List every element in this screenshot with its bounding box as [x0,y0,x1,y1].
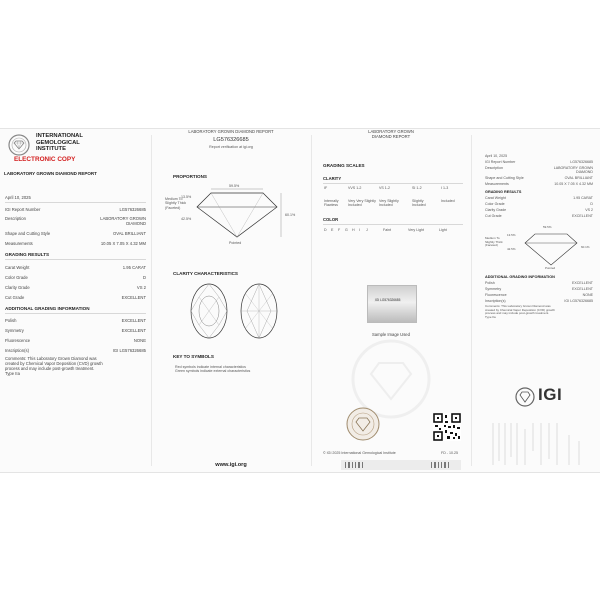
igi-round-logo-icon [515,387,535,407]
inscription-label: Inscription(s) [5,348,29,353]
table-pct: 59.5% [229,184,240,188]
summary-table-pct: 59.5% [543,225,552,229]
summary-shape-label: Shape and Cutting Style [485,176,524,180]
measurements-row [5,241,146,246]
clarity-characteristics-heading: CLARITY CHARACTERISTICS [173,271,238,276]
symbols-text [175,365,250,374]
comments-line1: Comments: This Laboratory Grown Diamond was [5,356,97,361]
summary-stub-lines-icon [489,421,589,467]
report-number-row [5,207,146,212]
summary-fluor-row [485,293,593,297]
summary-polish-row [485,281,593,285]
color-letter-i: I [359,228,360,232]
clarity-grade-if: IF [324,186,328,190]
summary-crown-pct: 13.5% [507,233,516,237]
summary-meas-value: 10.05 X 7.05 X 4.32 MM [554,182,593,186]
center-title: LABORATORY GROWN DIAMOND REPORT [188,129,274,134]
summary-comments-line1: Comments: This Laboratory Grown Diamond was [485,304,551,308]
pavilion-pct: 42.5% [181,217,192,221]
summary-desc-value: LABORATORY GROWN DIAMOND [553,166,593,175]
summary-number-value: LG576326685 [570,160,593,164]
report-panel-scales [311,129,471,474]
summary-symmetry-label: Symmetry [485,287,502,291]
summary-clarity-label: Clarity Grade [485,208,507,212]
barcode-strip-icon [341,460,461,470]
diamond-profile-diagram-icon [191,187,286,247]
summary-comments [485,305,593,319]
summary-shape-row [485,176,593,180]
color-label: Color Grade [5,275,28,280]
summary-desc-label: Description [485,166,503,170]
inscription-value: IGI LG576326685 [112,348,146,353]
grading-results-heading: GRADING RESULTS [5,252,50,257]
clarity-row [5,285,146,290]
girdle-text [165,197,186,210]
measurements-label: Measurements [5,241,33,246]
summary-number-label: IGI Report Number [485,160,516,164]
igi-hologram-seal-icon [346,407,380,441]
center-report-number: LG576326685 [213,137,249,143]
summary-clarity-value: VS 2 [585,208,593,212]
summary-stub-block [489,421,589,467]
summary-desc-row [485,166,593,175]
comments-line3: process and may include post-growth treatment. [5,366,95,371]
summary-carat-value: 1.95 CARAT [573,196,593,200]
summary-color-row [485,202,593,206]
scales-title-line1: LABORATORY GROWN [368,129,414,134]
clarity-desc-i: Included [441,199,455,203]
report-panel-proportions [151,129,311,474]
polish-label: Polish [5,318,17,323]
summary-meas-row [485,182,593,186]
summary-fluor-label: Fluorescence [485,293,507,297]
clarity-label: Clarity Grade [5,285,30,290]
shape-label: Shape and Cutting Style [5,231,51,236]
description-value: LABORATORY GROWN DIAMOND [100,216,146,226]
crown-pct: 13.5% [181,195,192,199]
clarity-desc-si: Slightly Included [412,199,426,208]
carat-label: Carat Weight [5,265,30,270]
summary-cut-value: EXCELLENT [572,214,593,218]
description-row [5,216,146,226]
girdle-text-line2: Slightly Thick [165,201,187,206]
summary-polish-label: Polish [485,281,495,285]
comments-block [5,356,146,376]
summary-inscr-row [485,299,593,303]
verify-text: Report verification at igi.org [209,145,253,149]
report-title: LABORATORY GROWN DIAMOND REPORT [4,171,97,176]
additional-heading: ADDITIONAL GRADING INFORMATION [5,306,90,311]
form-code: FD - 10.25 [441,451,458,455]
girdle-text-line1: Medium To [165,197,183,201]
color-letter-h: H [352,228,355,232]
fluorescence-row [5,338,146,343]
clarity-scale-label: CLARITY [323,176,342,181]
shape-value: OVAL BRILLIANT [112,231,146,236]
brand-name-line2: GEMOLOGICAL [36,139,80,146]
polish-value: EXCELLENT [121,318,146,323]
key-to-symbols-heading: KEY TO SYMBOLS [173,354,214,359]
symmetry-value: EXCELLENT [121,328,146,333]
sample-inscription-image [367,285,417,323]
color-scale-label: COLOR [323,217,339,222]
shape-row [5,231,146,236]
color-row [5,275,146,280]
summary-fluor-value: NONE [582,293,593,297]
summary-girdle-text: Medium To Slightly Thick (Faceted) [485,236,503,248]
clarity-desc-vvs: Very Very Slightly Included [348,199,376,208]
symbols-line1: Red symbols indicate internal characteristics [175,365,246,369]
igi-seal-logo-icon [8,134,30,156]
summary-meas-label: Measurements [485,182,509,186]
summary-inscr-label: Inscription(s) [485,299,506,303]
summary-color-value: D [590,202,593,206]
summary-clarity-row [485,208,593,212]
summary-number-row [485,160,593,164]
summary-carat-label: Carat Weight [485,196,506,200]
fluorescence-label: Fluorescence [5,338,31,343]
color-letter-d: D [324,228,327,232]
summary-pavilion-pct: 42.5% [507,247,516,251]
sample-inscription-text: IGI LG576326685 [375,298,401,302]
electronic-copy-label: ELECTRONIC COPY [14,156,76,163]
report-panel-details [0,129,151,474]
comments-line2: created by Chemical Vapor Deposition (CVD) growth [5,361,103,366]
summary-symmetry-value: EXCELLENT [572,287,593,291]
report-number-label: IGI Report Number [5,207,41,212]
inscription-row [5,348,146,353]
color-letter-e: E [331,228,334,232]
website-link[interactable]: www.igi.org [215,462,247,468]
scales-title [311,129,471,139]
proportions-heading: PROPORTIONS [173,174,207,179]
symbols-line2: Green symbols indicate external characteristics [175,369,251,374]
color-desc-light: Light [439,228,447,232]
summary-color-label: Color Grade [485,202,505,206]
girdle-text-line3: (Faceted) [165,205,181,210]
summary-symmetry-row [485,287,593,291]
summary-comments-line4: Type IIa [485,314,496,319]
summary-cut-row [485,214,593,218]
qr-code-icon[interactable] [433,413,461,441]
culet-text: Pointed [229,241,242,245]
clarity-grade-vs: VS 1-2 [379,186,390,190]
summary-comments-line2: created by Chemical Vapor Deposition (CVD) growth [485,307,555,312]
cut-row [5,295,146,300]
igi-report-document [0,128,600,473]
color-desc-faint: Faint [383,228,391,232]
description-label: Description [5,216,26,221]
clarity-value: VS 2 [136,285,146,290]
clarity-grade-si: SI 1-2 [412,186,422,190]
summary-polish-value: EXCELLENT [572,281,593,285]
sample-image-label: Sample Image Used [372,332,410,337]
color-letter-j: J [366,228,368,232]
color-desc-very-light: Very Light [408,228,424,232]
clarity-desc-if: Internally Flawless [324,199,339,208]
summary-shape-value: OVAL BRILLIANT [564,176,593,180]
symmetry-row [5,328,146,333]
report-number-value: LG576326685 [119,207,146,212]
summary-depth-pct: 60.1% [581,245,590,249]
carat-value: 1.95 CARAT [122,265,146,270]
color-letter-g: G [345,228,348,232]
summary-profile-diagram-icon [521,229,581,269]
copyright-text: © IGI 2025 International Gemological Institute [323,451,396,455]
brand-name-line3: INSTITUTE [36,146,66,153]
summary-date: April 10, 2025 [485,154,508,158]
brand-name-line1: INTERNATIONAL [36,133,83,139]
summary-culet-text: Pointed [545,266,556,270]
grading-scales-heading: GRADING SCALES [323,163,365,168]
cut-label: Cut Grade [5,295,25,300]
clarity-grade-i: I 1-3 [441,186,449,190]
scales-title-line2: DIAMOND REPORT [371,134,411,139]
color-value: D [142,275,146,280]
symmetry-label: Symmetry [5,328,24,333]
igi-logo-text: IGI [538,385,563,404]
report-panel-summary [471,129,600,474]
summary-cut-label: Cut Grade [485,214,502,218]
summary-carat-row [485,196,593,200]
cut-value: EXCELLENT [121,295,146,300]
summary-additional-heading: ADDITIONAL GRADING INFORMATION [485,275,555,279]
clarity-plot-diagram-icon [187,281,283,341]
polish-row [5,318,146,323]
color-letter-f: F [338,228,341,232]
summary-inscr-value: IGI LG576326685 [564,299,593,303]
measurements-value: 10.05 X 7.05 X 4.32 MM [100,241,146,246]
clarity-desc-vs: Very Slightly Included [379,199,399,208]
report-date: April 10, 2025 [5,195,31,200]
comments-line4: Type IIa [5,371,20,376]
summary-comments-line3: process and may include post-growth treatment. [485,311,550,316]
clarity-grade-vvs: VVS 1-2 [348,186,362,190]
summary-grading-heading: GRADING RESULTS [485,190,522,194]
depth-pct: 60.1% [285,213,296,217]
fluorescence-value: NONE [133,338,146,343]
carat-row [5,265,146,270]
